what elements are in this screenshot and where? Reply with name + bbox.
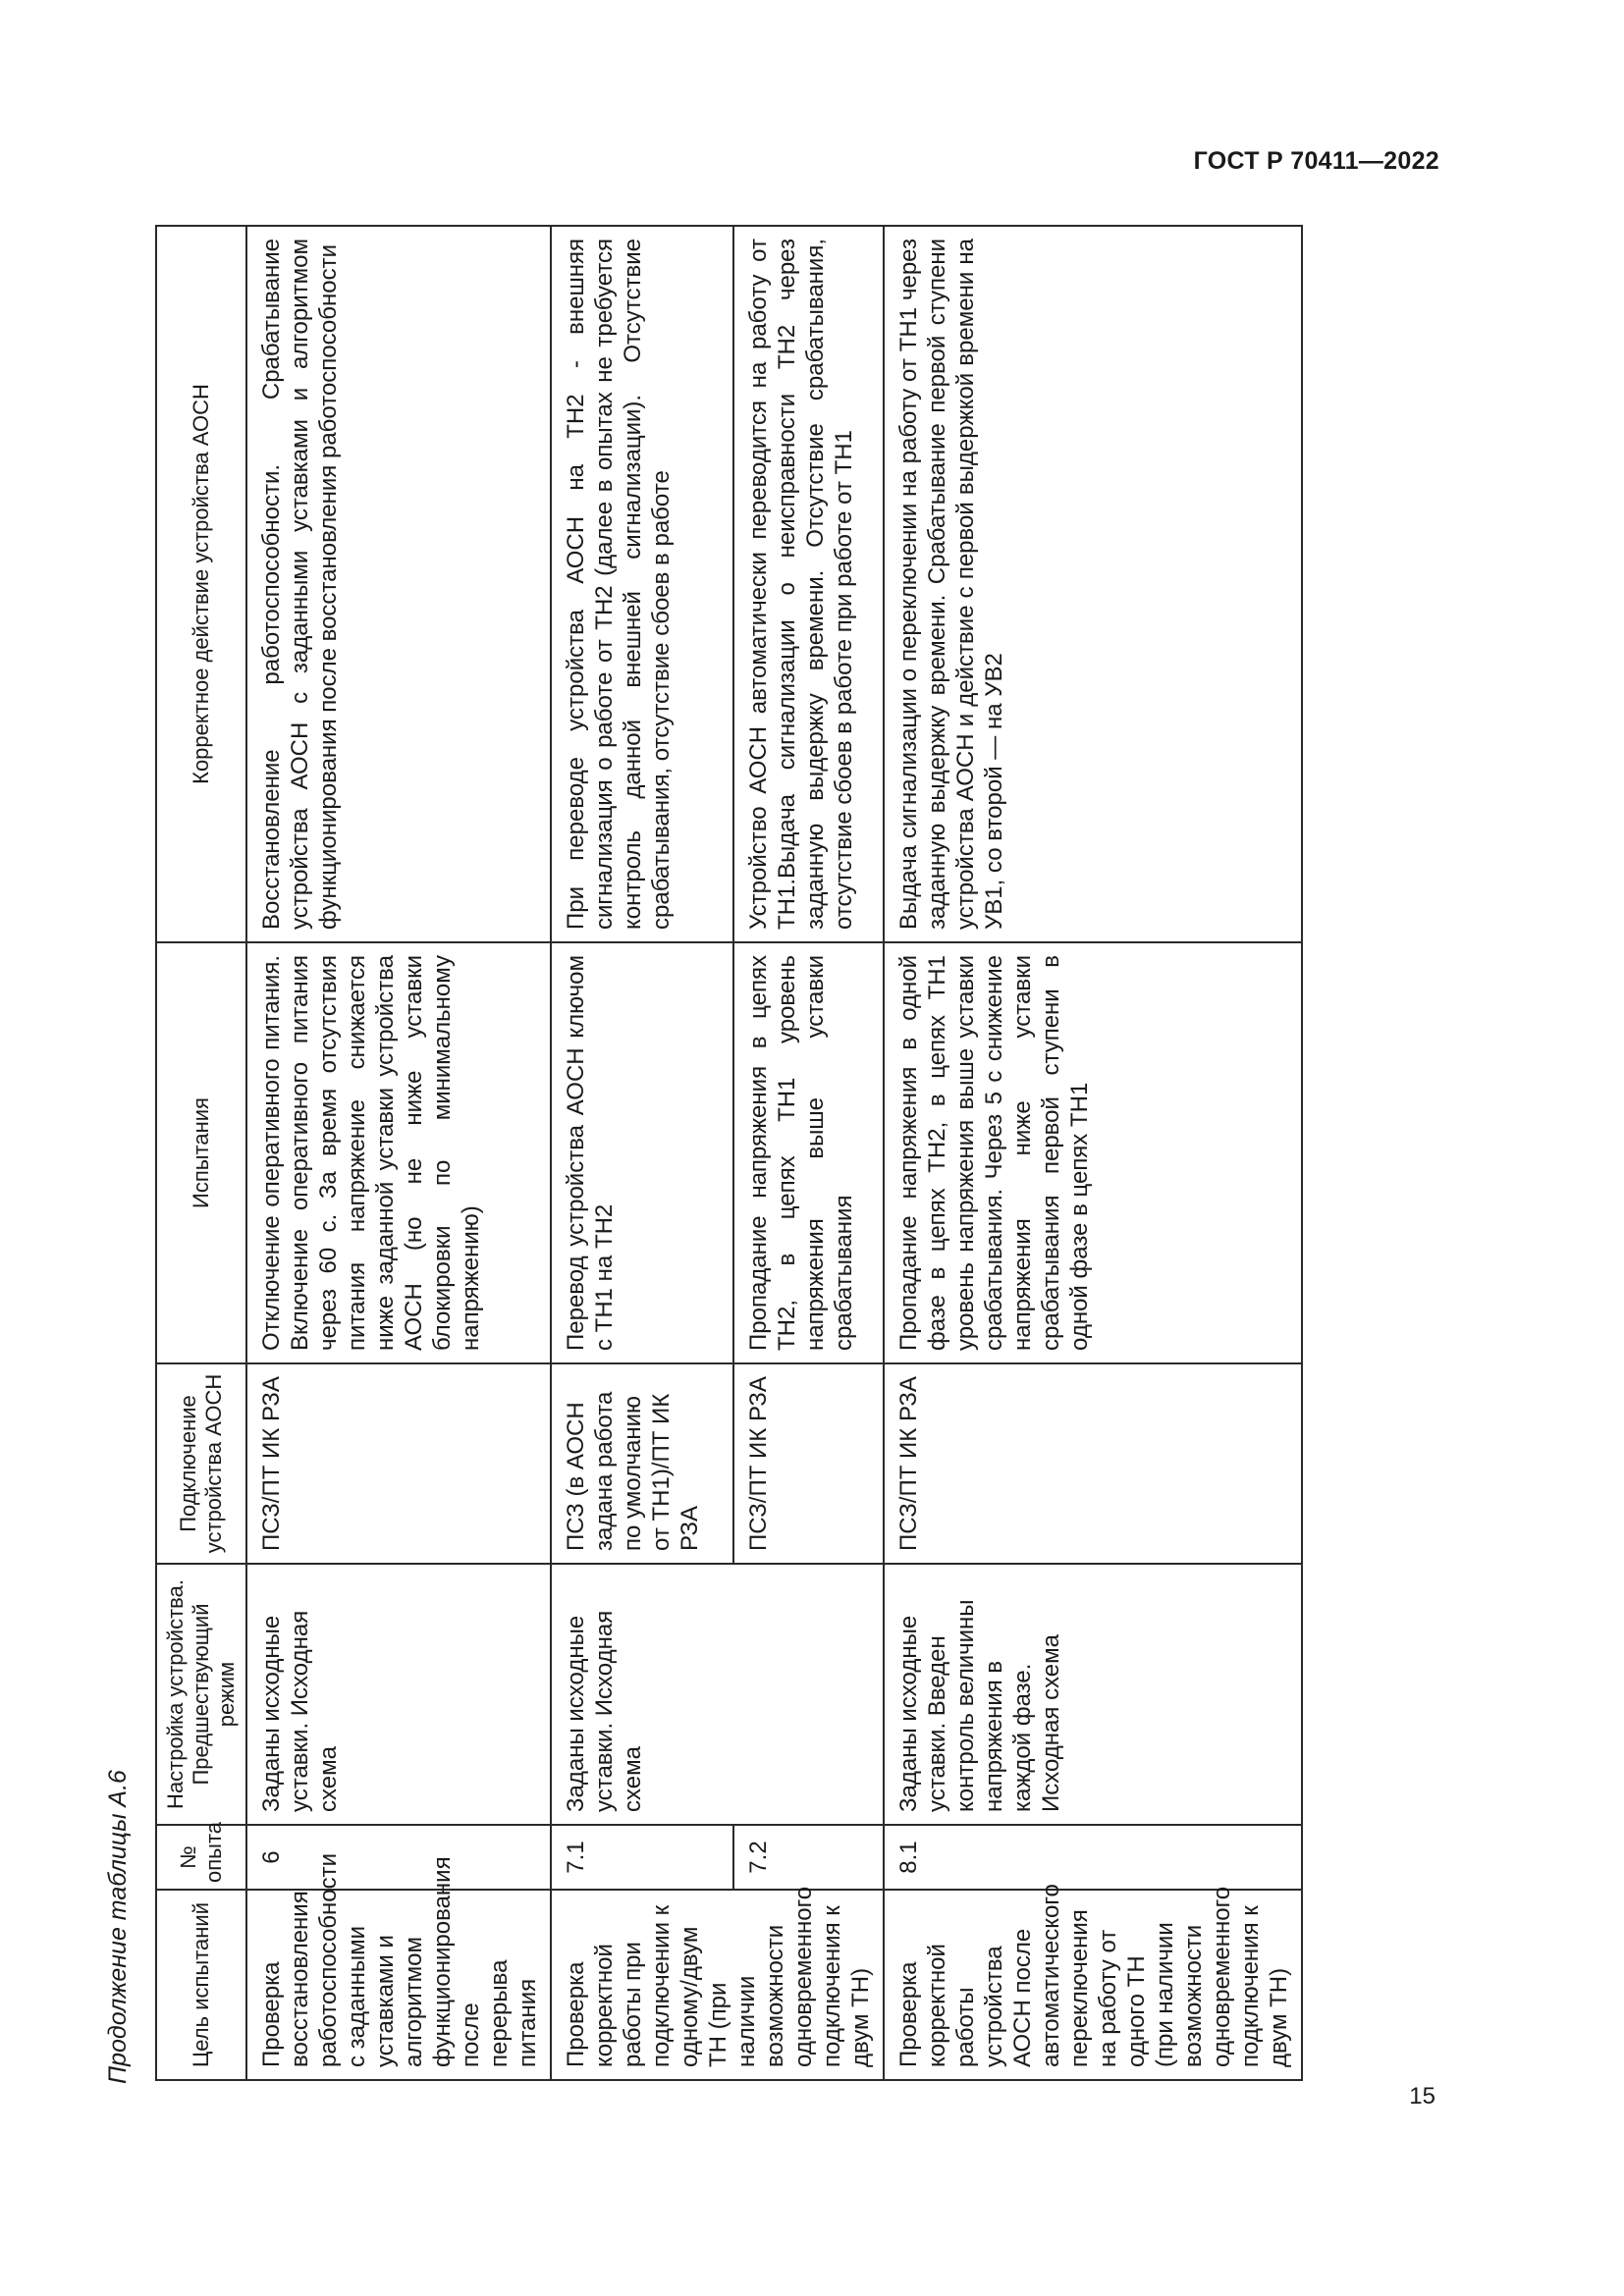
- cell-setup: Заданы исходные уставки. Введен контроль величины напряжения в каждой фазе. Исходная схема: [884, 1564, 1302, 1825]
- cell-action: При переводе устройства АОСН на ТН2 - внешняя сигнализация о работе от ТН2 (далее в опытах не требуется контроль данной внешней сигнализации). Отсутствие срабатывания, отсутствие сбоев в работе: [551, 226, 733, 942]
- page-number: 15: [1409, 2083, 1435, 2109]
- cell-connection: ПСЗ/ПТ ИК РЗА: [884, 1363, 1302, 1564]
- cell-tests: Пропадание напряжения в одной фазе в цепях ТН2, в цепях ТН1 уровень напряжения выше уставки срабатывания. Через 5 с снижение напряжения ниже уставки срабатывания первой ступени в одной фазе в цепях ТН1: [884, 942, 1302, 1363]
- cell-action: Выдача сигнализации о переключении на работу от ТН1 через заданную выдержку времени. Срабатывание первой ступени устройства АОСН и действие с первой выдержкой времени на УВ1, со второй — на УВ2: [884, 226, 1302, 942]
- cell-connection: ПСЗ/ПТ ИК РЗА: [733, 1363, 884, 1564]
- table-row: [551, 226, 733, 2080]
- column-header-connection: Подключение устройства АОСН: [156, 1363, 246, 1564]
- column-header-tests: Испытания: [156, 942, 246, 1363]
- cell-num: 6: [246, 1825, 551, 1890]
- rotated-table-page: [98, 214, 1292, 2084]
- cell-num: 8.1: [884, 1825, 1302, 1890]
- cell-tests: Отключение оперативного питания. Включение оперативного питания через 60 с. За время отсутствия питания напряжение снижается ниже заданной уставки устройства АОСН (но не ниже уставки блокировки по минимальному напряжению): [246, 942, 551, 1363]
- table-row: [884, 226, 1302, 2080]
- cell-setup: Заданы исходные уставки. Исходная схема: [246, 1564, 551, 1825]
- table-row: [246, 226, 551, 2080]
- column-header-action: Корректное действие устройства АОСН: [156, 226, 246, 942]
- document-standard-header: ГОСТ Р 70411—2022: [1193, 147, 1439, 175]
- cell-num: 7.1: [551, 1825, 733, 1890]
- cell-goal: Проверка восстановления работоспособности с заданными уставками и алгоритмом функционирования после перерыва питания: [246, 1890, 551, 2080]
- cell-num: 7.2: [733, 1825, 884, 1890]
- cell-tests: Пропадание напряжения в цепях ТН2, в цепях ТН1 уровень напряжения выше уставки срабатывания: [733, 942, 884, 1363]
- table-caption: Продолжение таблицы А.6: [104, 1770, 132, 2084]
- cell-tests: Перевод устройства АОСН ключом с ТН1 на ТН2: [551, 942, 733, 1363]
- cell-setup: Заданы исходные уставки. Исходная схема: [551, 1564, 884, 1825]
- cell-action: Восстановление работоспособности. Срабатывание устройства АОСН с заданными уставками и алгоритмом функционирования после восстановления работоспособности: [246, 226, 551, 942]
- table-a6-continuation: [155, 225, 1303, 2081]
- cell-action: Устройство АОСН автоматически переводится на работу от ТН1.Выдача сигнализации о неисправности ТН2 через заданную выдержку времени. Отсутствие срабатывания, отсутствие сбоев в работе при работе от ТН1: [733, 226, 884, 942]
- cell-connection: ПСЗ/ПТ ИК РЗА: [246, 1363, 551, 1564]
- column-header-goal: Цель испытаний: [156, 1890, 246, 2080]
- cell-connection: ПСЗ (в АОСН задана работа по умолчанию от ТН1)/ПТ ИК РЗА: [551, 1363, 733, 1564]
- column-header-num: № опыта: [156, 1825, 246, 1890]
- cell-goal: Проверка корректной работы устройства АОСН после автоматического переключения на работу от одного ТН (при наличии возможности одновременного подключения к двум ТН): [884, 1890, 1302, 2080]
- table-header-row: [156, 226, 246, 2080]
- cell-goal: Проверка корректной работы при подключении к одному/двум ТН (при наличии возможности одновременного подключения к двум ТН): [551, 1890, 884, 2080]
- column-header-setup: Настройка устройства. Предшествующий режим: [156, 1564, 246, 1825]
